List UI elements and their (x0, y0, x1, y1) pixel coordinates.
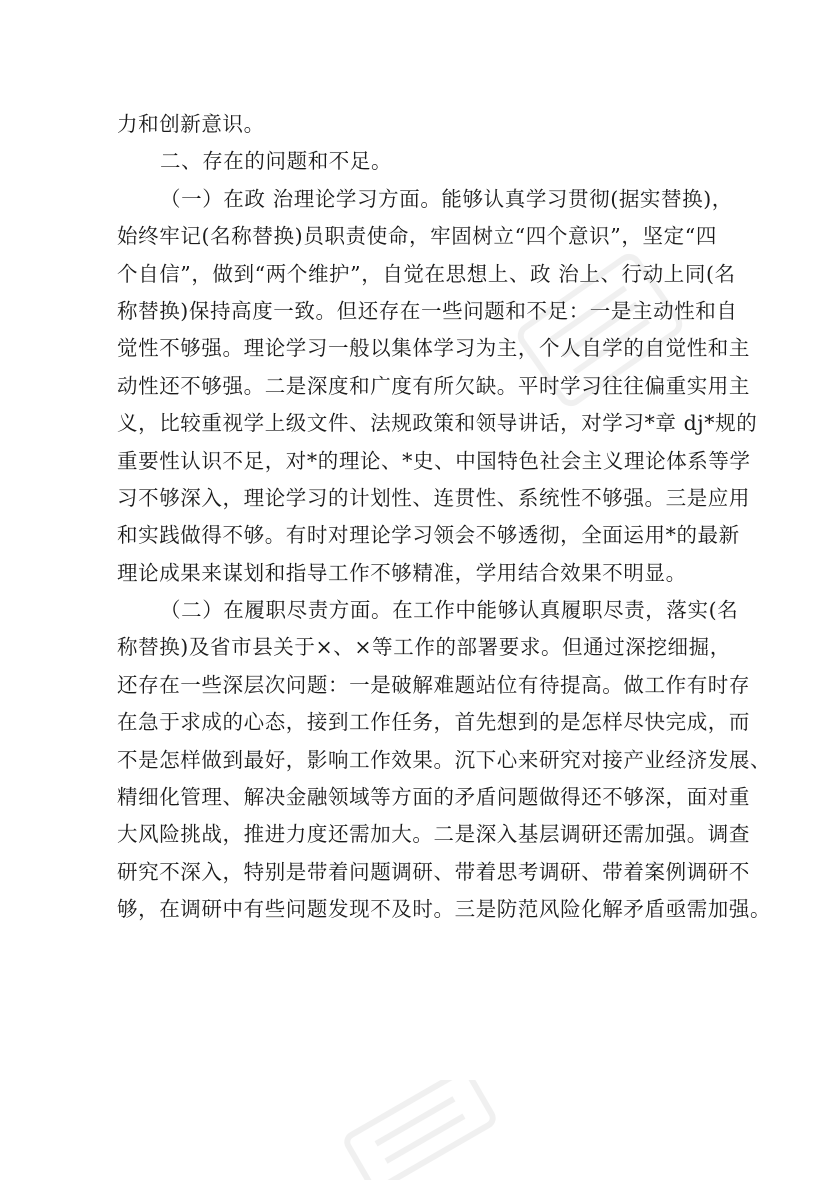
document-body (117, 106, 772, 929)
text-line: 大风险挑战，推进力度还需加大。二是深入基层调研还需加强。调查 (117, 822, 750, 847)
text-line: 觉性不够强。理论学习一般以集体学习为主，个人自学的自觉性和主 (117, 336, 750, 361)
text-line: 还存在一些深层次问题：一是破解难题站位有待提高。做工作有时存 (117, 672, 750, 697)
text-line: 个自信”，做到“两个维护”，自觉在思想上、政 治上、行动上同(名 (117, 261, 736, 286)
text-line: 不是怎样做到最好，影响工作效果。沉下心来研究对接产业经济发展、 (117, 747, 772, 772)
text-line: 力和创新意识。 (117, 112, 265, 136)
text-line: 义，比较重视学上级文件、法规政策和领导讲话，对学习*章 dj*规的 (117, 411, 758, 436)
section-heading: 二、存在的问题和不足。 (160, 149, 393, 174)
text-line: 理论成果来谋划和指导工作不够精准，学用结合效果不明显。 (117, 560, 687, 585)
text-line: （二）在履职尽责方面。在工作中能够认真履职尽责，落实(名 (160, 598, 739, 623)
text-line: （一）在政 治理论学习方面。能够认真学习贯彻(据实替换)， (160, 186, 733, 211)
text-line: 重要性认识不足，对*的理论、*史、中国特色社会主义理论体系等学 (117, 448, 751, 473)
text-line: 在急于求成的心态，接到工作任务，首先想到的是怎样尽快完成，而 (117, 710, 750, 735)
text-line: 精细化管理、解决金融领域等方面的矛盾问题做得还不够深，面对重 (117, 785, 750, 810)
text-line: 称替换)保持高度一致。但还存在一些问题和不足：一是主动性和自 (117, 298, 738, 323)
text-line: 够，在调研中有些问题发现不及时。三是防范风险化解矛盾亟需加强。 (117, 897, 772, 922)
text-line: 和实践做得不够。有时对理论学习领会不够透彻，全面运用*的最新 (117, 523, 740, 548)
text-line: 始终牢记(名称替换)员职责使命，牢固树立“四个意识”，坚定“四 (117, 224, 717, 249)
text-line: 研究不深入，特别是带着问题调研、带着思考调研、带着案例调研不 (117, 859, 750, 884)
watermark-icon (330, 1080, 510, 1180)
text-line: 习不够深入，理论学习的计划性、连贯性、系统性不够强。三是应用 (117, 485, 750, 510)
text-line: 动性还不够强。二是深度和广度有所欠缺。平时学习往往偏重实用主 (117, 373, 750, 398)
text-line: 称替换)及省市县关于×、×等工作的部署要求。但通过深挖细掘， (117, 635, 731, 660)
